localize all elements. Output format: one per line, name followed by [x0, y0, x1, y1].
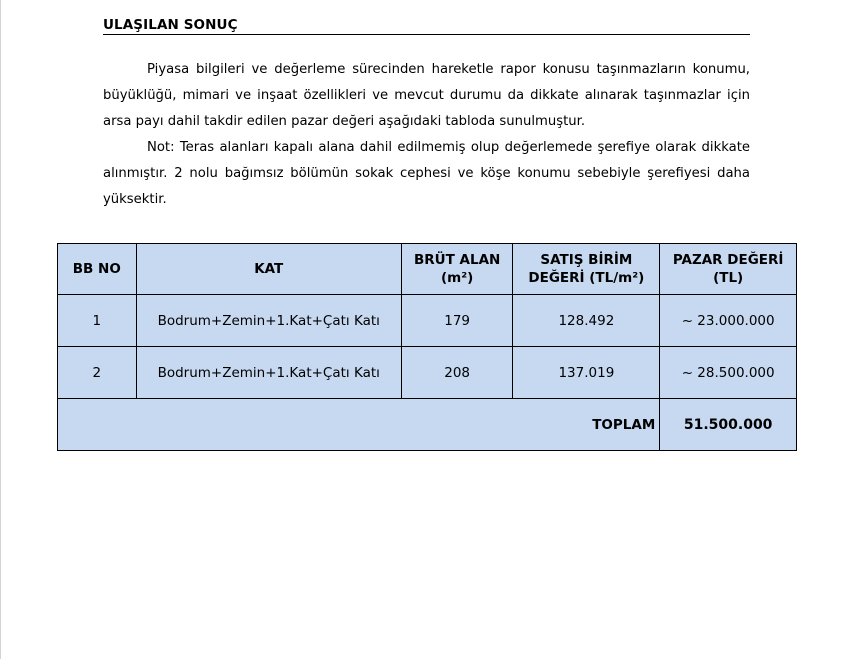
paragraph-valuation-summary: Piyasa bilgileri ve değerleme sürecinden hareketle rapor konusu taşınmazların konumu, büyüklüğü, mimari ve inşaat özellikleri ve mevcut durumu da dikkate alınarak taşınmazlar için arsa payı dahil takdir edilen pazar değeri aşağıdaki tabloda sunulmuştur.	[103, 62, 750, 129]
valuation-table	[57, 243, 797, 451]
cell-brut-alan: 208	[401, 347, 513, 399]
header-brut-alan-line2: (m²)	[440, 270, 474, 286]
body-text	[103, 57, 750, 213]
table-header-row	[58, 244, 797, 295]
header-brut-alan-line1: BRÜT ALAN	[413, 252, 501, 268]
cell-bb-no: 1	[58, 295, 137, 347]
paragraph-note: Not: Teras alanları kapalı alana dahil edilmemiş olup değerlemede şerefiye olarak dikkate alınmıştır. 2 nolu bağımsız bölümün sokak cephesi ve köşe konumu sebebiyle şerefiyesi daha yüksektir.	[103, 140, 750, 207]
header-bb-no: BB NO	[58, 244, 137, 295]
section-heading: ULAŞILAN SONUÇ	[103, 16, 750, 35]
header-pazar-degeri-line1: PAZAR DEĞERİ	[672, 252, 784, 268]
cell-bb-no: 2	[58, 347, 137, 399]
header-birim-deger-line1: SATIŞ BİRİM	[540, 252, 633, 268]
table-row	[58, 347, 797, 399]
cell-pazar-degeri: ~ 23.000.000	[660, 295, 797, 347]
cell-kat: Bodrum+Zemin+1.Kat+Çatı Katı	[136, 347, 401, 399]
table-total-row	[58, 399, 797, 451]
cell-pazar-degeri: ~ 28.500.000	[660, 347, 797, 399]
cell-birim-deger: 128.492	[513, 295, 660, 347]
total-label: TOPLAM	[58, 399, 660, 451]
header-brut-alan	[401, 244, 513, 295]
table-row	[58, 295, 797, 347]
header-pazar-degeri	[660, 244, 797, 295]
page-left-edge	[0, 0, 1, 659]
cell-kat: Bodrum+Zemin+1.Kat+Çatı Katı	[136, 295, 401, 347]
header-birim-deger-line2: DEĞERİ (TL/m²)	[528, 270, 645, 286]
total-value: 51.500.000	[660, 399, 797, 451]
header-birim-deger	[513, 244, 660, 295]
cell-brut-alan: 179	[401, 295, 513, 347]
cell-birim-deger: 137.019	[513, 347, 660, 399]
header-kat: KAT	[136, 244, 401, 295]
header-pazar-degeri-line2: (TL)	[713, 270, 744, 286]
